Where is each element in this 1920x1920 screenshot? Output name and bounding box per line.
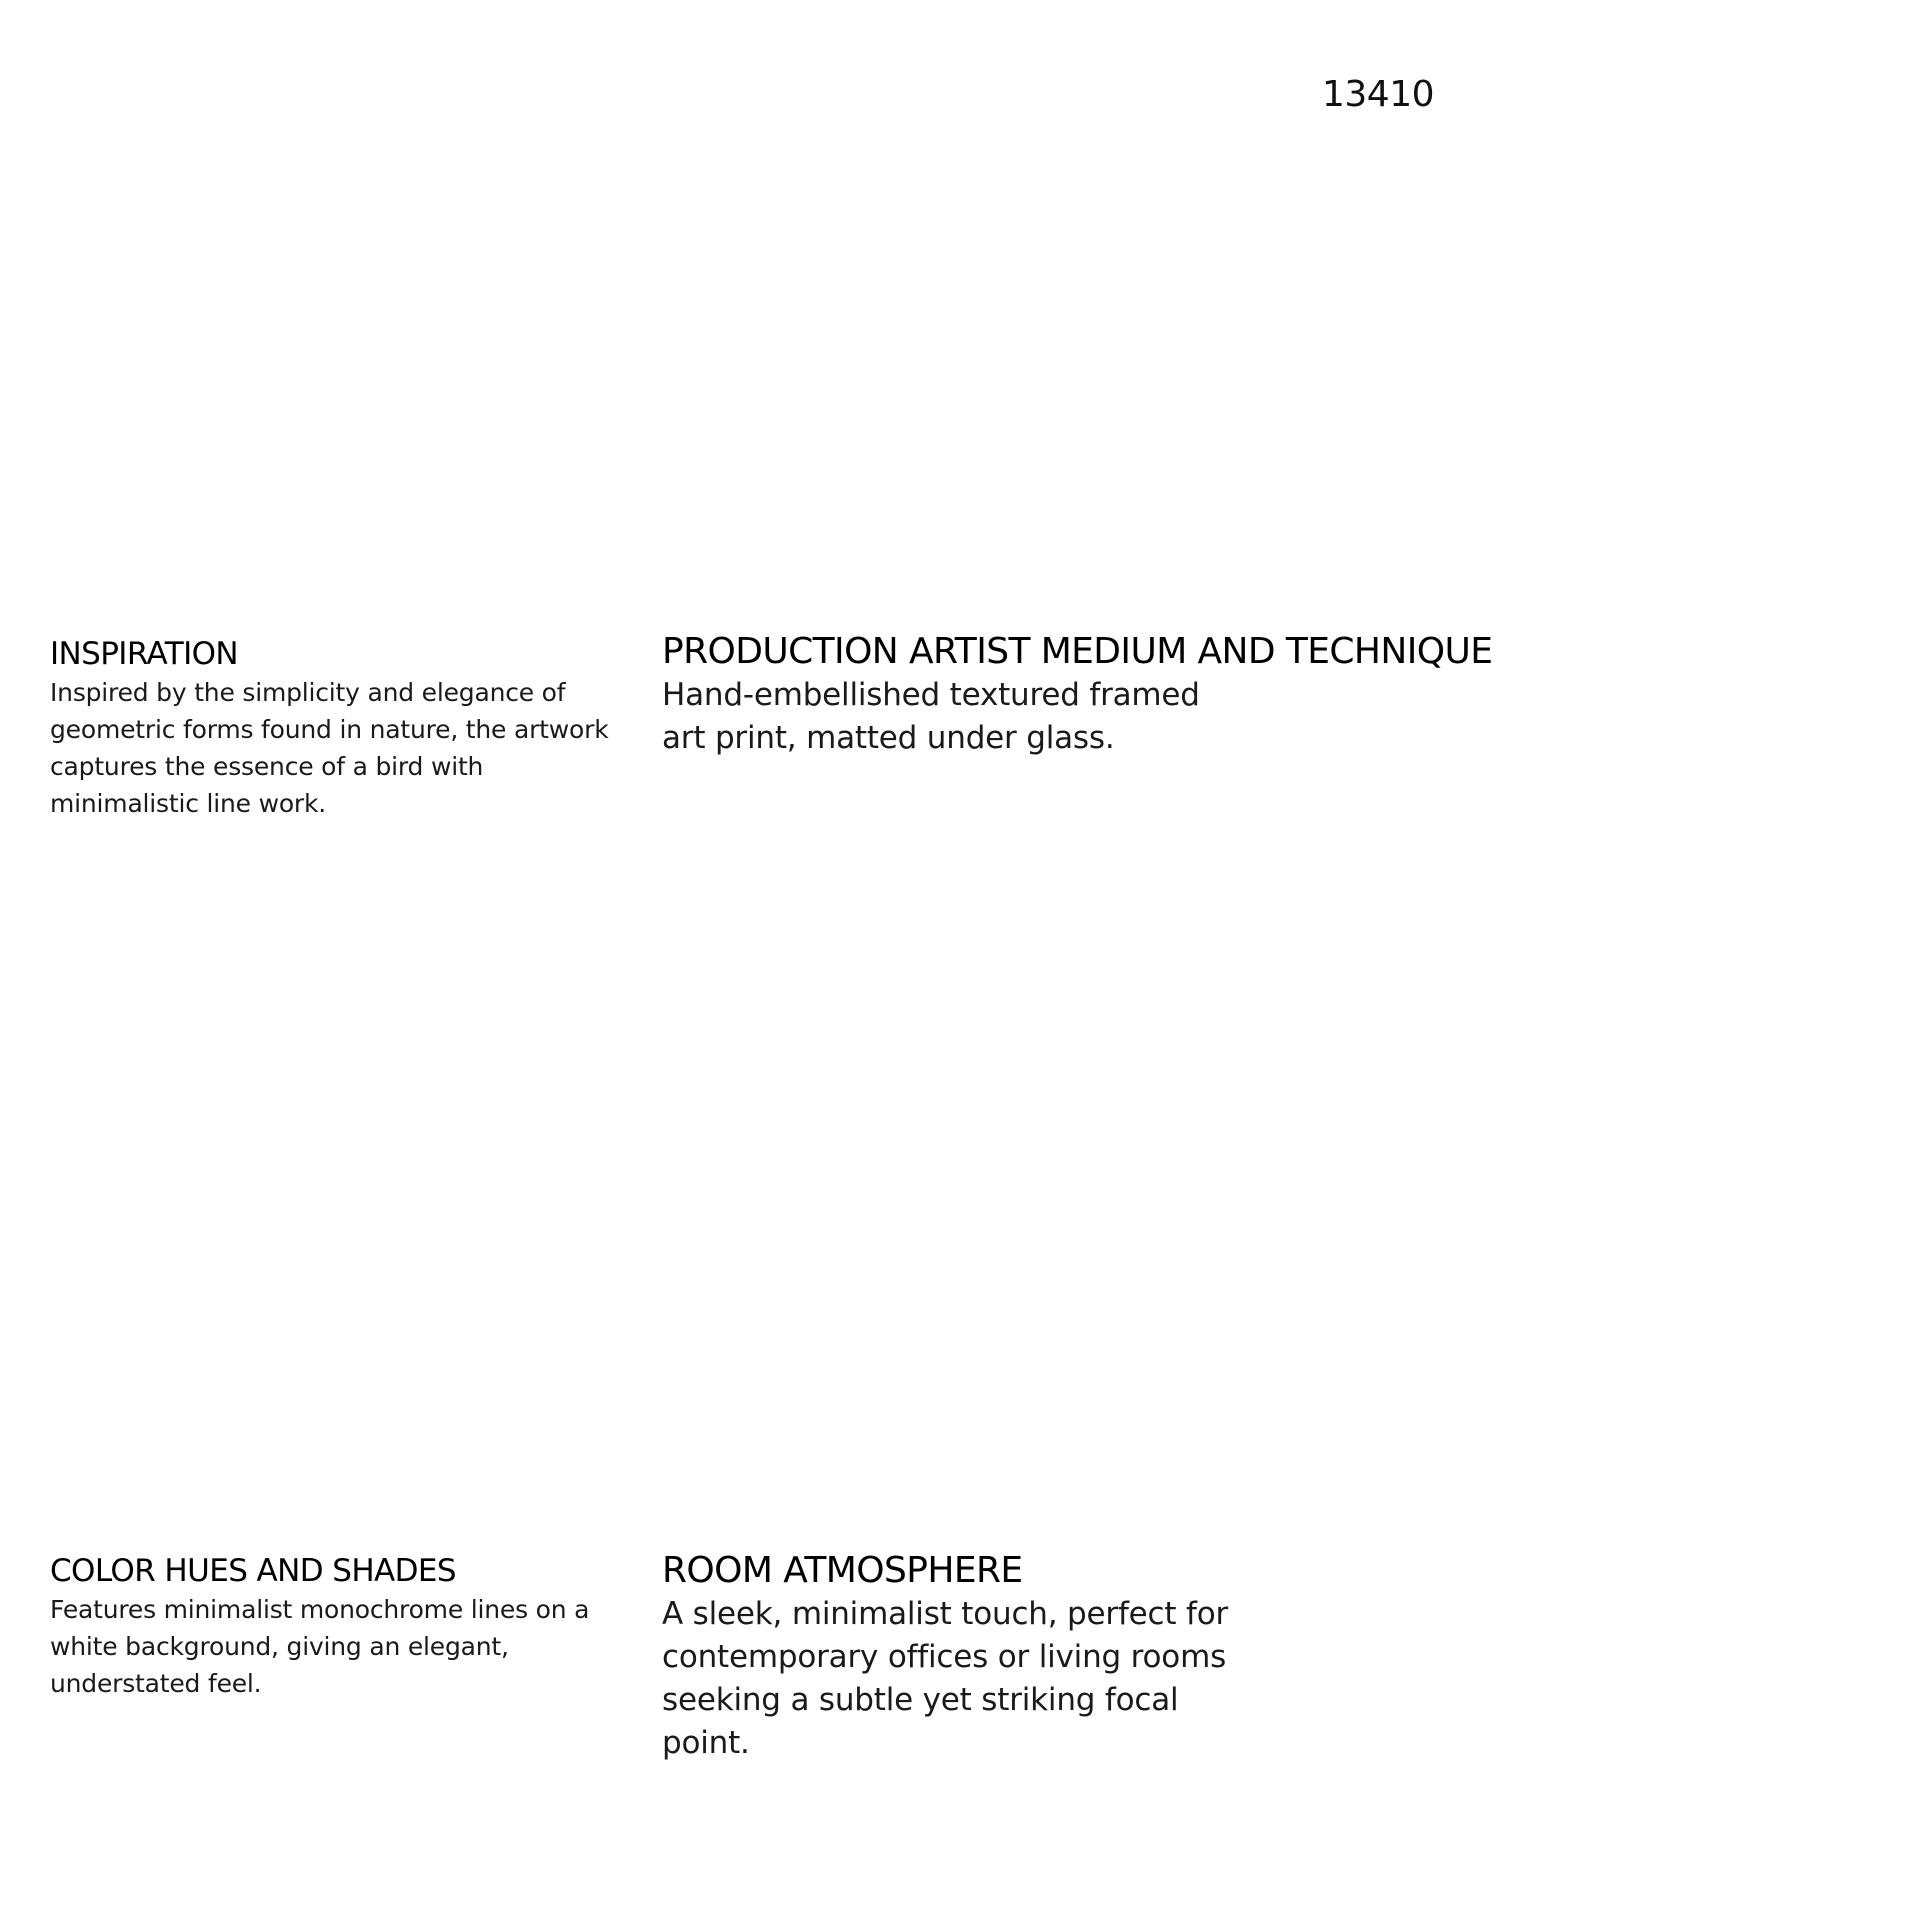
production-text: Hand-embellished textured framed art print, matted under glass. bbox=[662, 677, 1200, 756]
room-atmosphere-heading: ROOM ATMOSPHERE bbox=[662, 1550, 1023, 1591]
production-heading: PRODUCTION ARTIST MEDIUM AND TECHNIQUE bbox=[662, 631, 1493, 672]
inspiration-section bbox=[50, 634, 625, 822]
item-number: 13410 bbox=[1322, 74, 1435, 115]
inspiration-heading: INSPIRATION bbox=[50, 636, 238, 672]
room-atmosphere-text: A sleek, minimalist touch, perfect for contemporary offices or living rooms seeking a subtle yet striking focal point. bbox=[662, 1596, 1229, 1761]
production-section bbox=[662, 630, 1493, 760]
inspiration-text: Inspired by the simplicity and elegance of geometric forms found in nature, the artwork captures the essence of a bird with minimalistic line work. bbox=[50, 678, 609, 818]
color-section bbox=[50, 1551, 625, 1702]
room-atmosphere-section bbox=[662, 1549, 1262, 1765]
color-heading: COLOR HUES AND SHADES bbox=[50, 1553, 456, 1589]
color-text: Features minimalist monochrome lines on a white background, giving an elegant, understated feel. bbox=[50, 1595, 590, 1698]
